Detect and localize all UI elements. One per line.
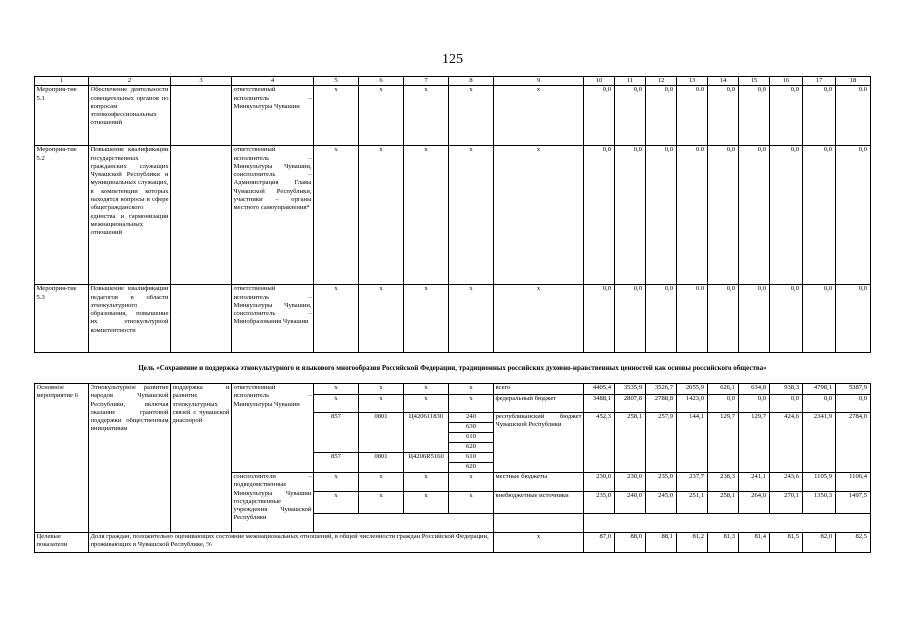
code-cell: x [314,492,359,514]
code-cell: x [449,395,494,413]
code-cell: x [314,285,359,353]
value-cell: 0,0 [646,146,677,285]
value-cell: 0,0 [646,285,677,353]
code-cell: x [449,285,494,353]
value-cell: 0,0 [770,395,803,413]
value-cell: 258,1 [615,413,646,473]
code-cell: x [404,473,449,492]
measures-table [34,76,871,353]
value-cell: 0,0 [708,86,739,146]
value-cell: 0,0 [615,86,646,146]
value-cell: 3488,1 [584,395,615,413]
value-cell: 3535,9 [615,384,646,395]
code-cell: x [359,285,404,353]
value-cell: 245,0 [646,492,677,514]
event-co-executor: соисполнители – подведомственные Минкультуры Чувашии государственные учреждения Чувашской Республики [232,473,314,533]
code-cell [314,443,359,453]
value-cell: 81,5 [770,533,803,553]
value-cell: 88,0 [615,533,646,553]
empty-cell [494,514,584,533]
header-cell: 17 [803,77,836,86]
code-cell: 610 [449,433,494,443]
measure-name: Повышение квалификации педагогов в области этнокультурного образования, повышение их этнокультурной компетентности [89,285,171,353]
value-cell: 237,7 [677,473,708,492]
code-cell: 630 [449,423,494,433]
value-cell: 270,1 [770,492,803,514]
value-cell: 0,0 [615,146,646,285]
goal-heading: Цель «Сохранение и поддержка этнокультурного и языкового многообразия Российской Федерации, традиционных российских духовно-нравственных ценностей как основы российского общества» [138,364,767,372]
value-cell: 0,0 [615,285,646,353]
value-cell: 235,0 [584,492,615,514]
value-cell: 238,3 [708,473,739,492]
value-cell: 82,5 [836,533,871,553]
code-cell [359,443,404,453]
value-cell: 0,0 [584,285,615,353]
code-cell [314,463,359,473]
code-cell: x [494,285,584,353]
header-cell: 6 [359,77,404,86]
header-cell: 9 [494,77,584,86]
header-cell: 4 [232,77,314,86]
measure-id: Мероприя-тие 5.1 [35,86,89,146]
header-row [35,77,871,86]
code-cell: x [314,473,359,492]
value-cell: 0,0 [836,395,871,413]
code-cell [314,433,359,443]
code-cell: x [449,492,494,514]
source-cell: всего [494,384,584,395]
code-cell: x [314,86,359,146]
code-cell: Ц420611830 [404,413,449,423]
value-cell: 5387,9 [836,384,871,395]
header-cell: 2 [89,77,171,86]
value-cell: 2784,0 [836,413,871,473]
value-cell: 0,0 [708,146,739,285]
value-cell: 626,1 [708,384,739,395]
value-cell: 81,3 [708,533,739,553]
code-cell [404,463,449,473]
value-cell: 257,9 [646,413,677,473]
value-cell: 452,3 [584,413,615,473]
target-text: Доля граждан, положительно оценивающих состояние межнациональных отношений, в общей численности граждан Российской Федерации, проживающих в Чувашской Республике, % [89,533,494,553]
value-cell: 2341,9 [803,413,836,473]
code-cell [359,423,404,433]
value-cell: 0.0 [677,285,708,353]
value-cell: 0,0 [739,146,770,285]
value-cell: 0,0 [770,285,803,353]
value-cell: 129,7 [739,413,770,473]
value-cell: 0,0 [739,86,770,146]
page-number: 125 [442,52,463,67]
value-cell: 0,0 [770,86,803,146]
measure-id: Мероприя-тие 5.2 [35,146,89,285]
event-id: Основное мероприятие 6 [35,384,89,533]
code-cell [404,433,449,443]
value-cell: 0,0 [836,146,871,285]
value-cell: 129,7 [708,413,739,473]
header-cell: 11 [615,77,646,86]
code-cell: x [494,86,584,146]
code-cell: 610 [449,453,494,463]
code-cell: 857 [314,453,359,463]
source-cell: местные бюджеты [494,473,584,492]
table-row [35,285,871,353]
code-cell: x [359,395,404,413]
header-cell: 15 [739,77,770,86]
value-cell: 264,0 [739,492,770,514]
event-col3: поддержка и развитие этнокультурных связей с чувашской диаспорой [171,384,232,533]
code-cell: 240 [449,413,494,423]
value-cell: 2788,8 [646,395,677,413]
code-cell: x [449,86,494,146]
source-cell: республиканский бюджет Чувашской Республики [494,413,584,473]
code-cell: x [314,395,359,413]
value-cell: 0,0 [708,285,739,353]
value-cell: 82,0 [803,533,836,553]
value-cell: 230,0 [584,473,615,492]
code-cell: x [404,146,449,285]
value-cell: 81,4 [739,533,770,553]
code-cell: x [359,146,404,285]
event-executor: ответственный исполнитель – Минкультуры Чувашии [232,384,314,473]
code-cell: x [359,473,404,492]
value-cell: 4798,1 [803,384,836,395]
value-cell: 241,1 [739,473,770,492]
code-cell: x [494,146,584,285]
code-cell [314,423,359,433]
code-cell: x [359,492,404,514]
value-cell: 235,0 [646,473,677,492]
value-cell: 0.0 [836,86,871,146]
code-cell: x [494,533,584,553]
code-cell [359,463,404,473]
value-cell: 0,0 [803,146,836,285]
value-cell: 1350,3 [803,492,836,514]
value-cell: 424,6 [770,413,803,473]
code-cell: x [314,384,359,395]
measure-name: Обеспечение деятельности совещательных органов по вопросам этноконфессиональных отношений [89,86,171,146]
target-row [35,533,871,553]
header-cell: 13 [677,77,708,86]
measure-col3 [171,285,232,353]
code-cell: Ц4206R5160 [404,453,449,463]
code-cell: x [314,146,359,285]
code-cell: x [404,492,449,514]
value-cell: 230,0 [615,473,646,492]
header-cell: 10 [584,77,615,86]
value-cell: 938,3 [770,384,803,395]
main-event-table [34,383,871,553]
value-cell: 88,1 [646,533,677,553]
value-cell: 2055,9 [677,384,708,395]
value-cell: 4405,4 [584,384,615,395]
value-cell: 144,1 [677,413,708,473]
header-cell: 16 [770,77,803,86]
code-cell: x [359,384,404,395]
code-cell: 0801 [359,453,404,463]
code-cell [404,423,449,433]
code-cell: x [404,395,449,413]
source-cell: федеральный бюджет [494,395,584,413]
code-cell: 0801 [359,413,404,423]
value-cell: 0,0 [770,146,803,285]
value-cell: 1423,0 [677,395,708,413]
measure-col3 [171,146,232,285]
code-cell: x [449,473,494,492]
code-cell: x [449,146,494,285]
measure-name: Повышение квалификации государственных гражданских служащих Чувашской Республики и муниципальных служащих, в компетенции которых находятся вопросы в сфере общегражданского единства и гармонизации межнациональных отношений [89,146,171,285]
value-cell: 1497,5 [836,492,871,514]
value-cell: 243,6 [770,473,803,492]
value-cell: 0,0 [708,395,739,413]
measure-executor: ответственный исполнитель – Минкультуры Чувашии, соисполнитель – Администрация Главы Чувашской Республики, участники – органы местного самоуправления* [232,146,314,285]
header-cell: 7 [404,77,449,86]
table-row [35,384,871,395]
value-cell: 0,0 [803,285,836,353]
header-cell: 3 [171,77,232,86]
measure-executor: ответственный исполнитель – Минкультуры Чувашии, соисполнитель – Минобразования Чувашии [232,285,314,353]
table-row [35,86,871,146]
header-cell: 12 [646,77,677,86]
value-cell: 1106,4 [836,473,871,492]
header-cell: 14 [708,77,739,86]
header-cell: 5 [314,77,359,86]
event-name: Этнокультурное развитие народов Чувашской Республики, включая оказание грантовой поддержки общественным инициативам [89,384,171,533]
value-cell: 0,0 [584,146,615,285]
code-cell: x [404,86,449,146]
source-cell: внебюджетные источники [494,492,584,514]
value-cell: 0,0 [803,86,836,146]
value-cell: 0,0 [803,395,836,413]
empty-cell [584,514,871,533]
measure-col3 [171,86,232,146]
value-cell: 81,2 [677,533,708,553]
value-cell: 240,0 [615,492,646,514]
value-cell: 0,0 [584,86,615,146]
code-cell: x [359,86,404,146]
value-cell: 3526,7 [646,384,677,395]
value-cell: 0,0 [739,395,770,413]
table-row [35,146,871,285]
empty-cell [314,514,494,533]
value-cell: 0,0 [836,285,871,353]
header-cell: 1 [35,77,89,86]
code-cell: x [404,384,449,395]
value-cell: 0.0 [677,146,708,285]
value-cell: 87,0 [584,533,615,553]
value-cell: 634,8 [739,384,770,395]
value-cell: 0,0 [646,86,677,146]
measure-id: Мероприя-тие 5.3 [35,285,89,353]
value-cell: 1105,9 [803,473,836,492]
code-cell [359,433,404,443]
code-cell: x [449,384,494,395]
target-label: Целевые показатели [35,533,89,553]
code-cell: 857 [314,413,359,423]
value-cell: 0.0 [677,86,708,146]
value-cell: 0,0 [739,285,770,353]
measure-executor: ответственный исполнитель – Минкультуры Чувашии [232,86,314,146]
header-cell: 18 [836,77,871,86]
value-cell: 258,1 [708,492,739,514]
code-cell: 620 [449,443,494,453]
value-cell: 2807,8 [615,395,646,413]
code-cell: 620 [449,463,494,473]
header-cell: 8 [449,77,494,86]
code-cell [404,443,449,453]
code-cell: x [404,285,449,353]
value-cell: 251,1 [677,492,708,514]
